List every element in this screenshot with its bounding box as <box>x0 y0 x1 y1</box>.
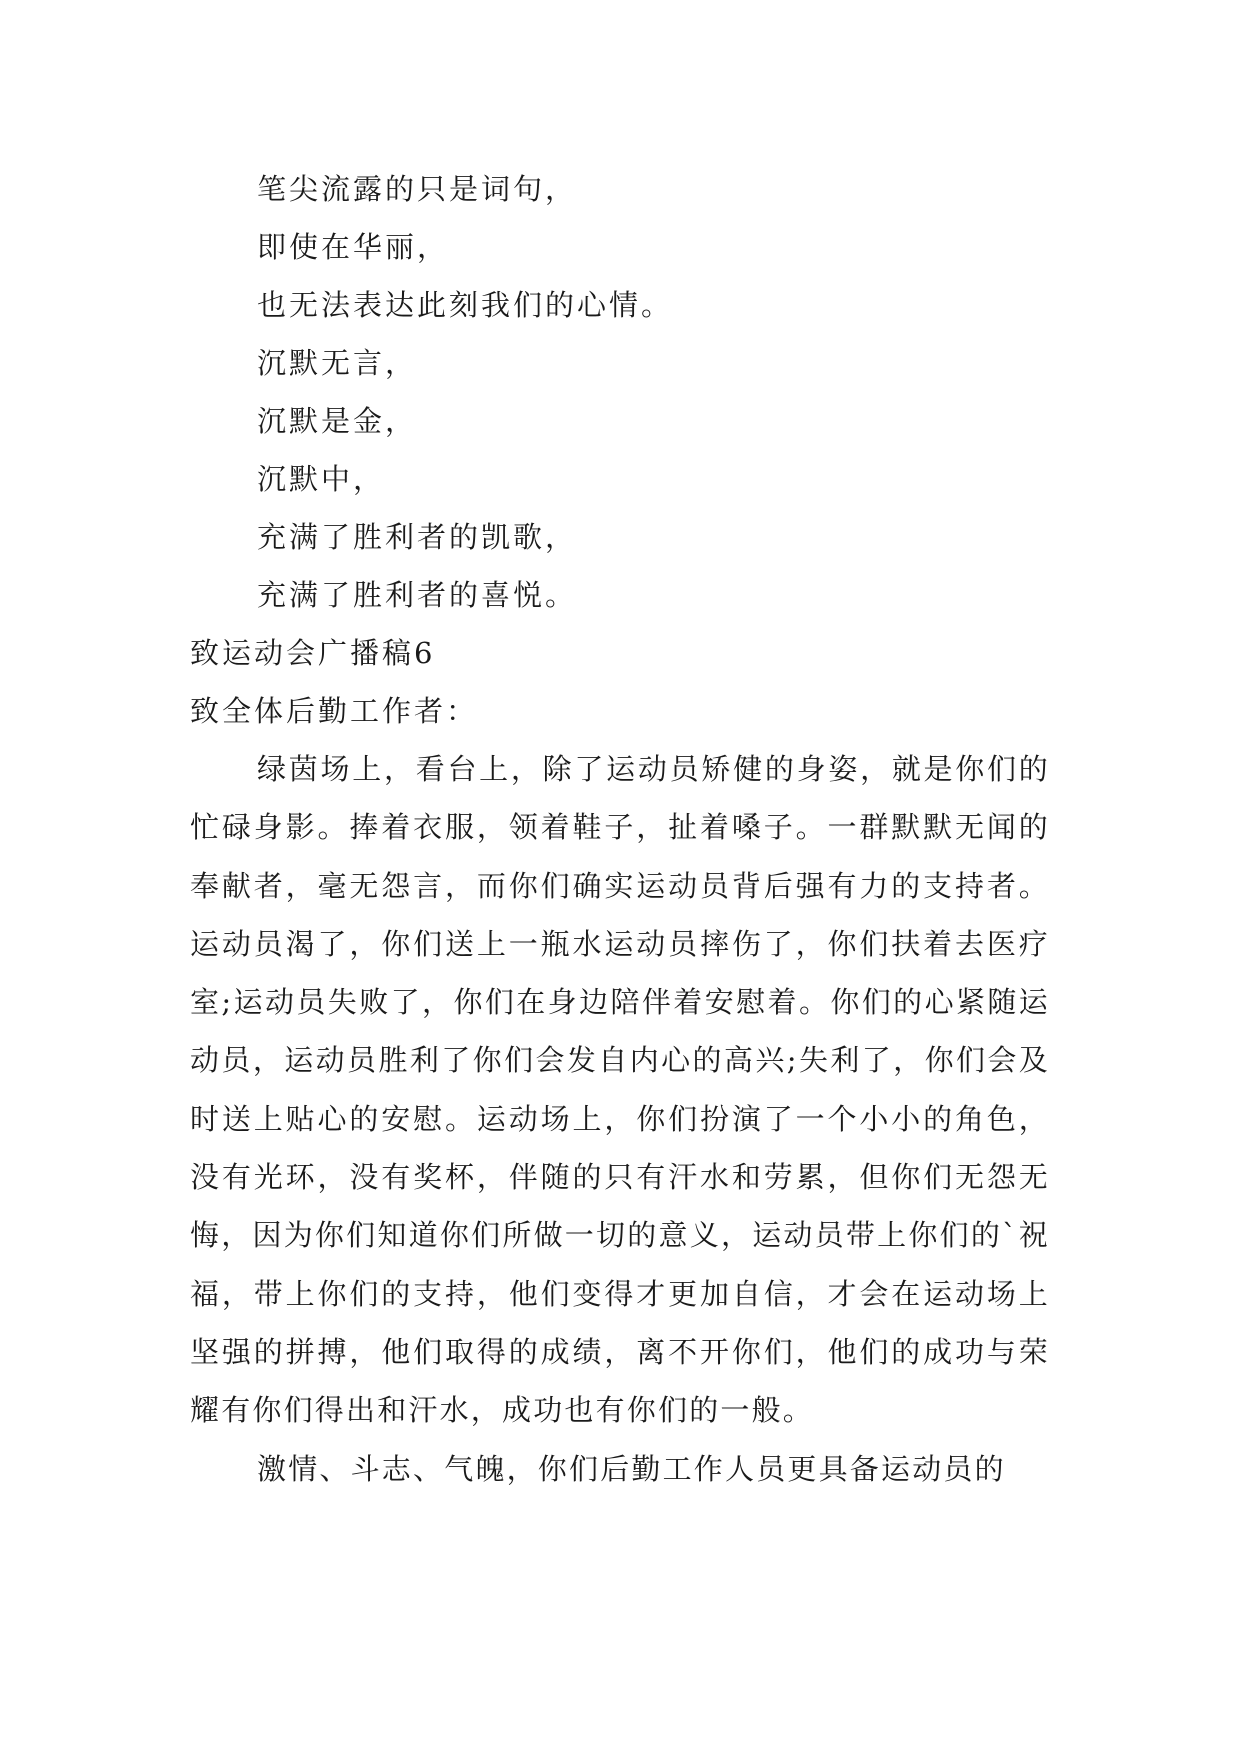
body-paragraph: 绿茵场上，看台上，除了运动员矫健的身姿，就是你们的忙碌身影。捧着衣服，领着鞋子，扯着嗓子。一群默默无闻的奉献者，毫无怨言，而你们确实运动员背后强有力的支持者。运动员渴了，你们送上一瓶水运动员摔伤了，你们扶着去医疗室;运动员失败了，你们在身边陪伴着安慰着。你们的心紧随运动员，运动员胜利了你们会发自内心的高兴;失利了，你们会及时送上贴心的安慰。运动场上，你们扮演了一个小小的角色，没有光环，没有奖杯，伴随的只有汗水和劳累，但你们无怨无悔，因为你们知道你们所做一切的意义，运动员带上你们的`祝福，带上你们的支持，他们变得才更加自信，才会在运动场上坚强的拼搏，他们取得的成绩，离不开你们，他们的成功与荣耀有你们得出和汗水，成功也有你们的一般。 <box>190 752 1050 1428</box>
salutation: 致全体后勤工作者： <box>190 694 479 728</box>
body-paragraph: 激情、斗志、气魄，你们后勤工作人员更具备运动员的 <box>257 1451 1006 1486</box>
poem-line: 也无法表达此刻我们的心情。 <box>257 288 674 322</box>
poem-line: 沉默中， <box>257 462 386 496</box>
poem-line: 沉默是金， <box>257 404 418 438</box>
poem-line: 笔尖流露的只是词句， <box>257 172 578 206</box>
poem-line: 充满了胜利者的喜悦。 <box>257 578 578 612</box>
section-title: 致运动会广播稿6 <box>190 636 436 670</box>
poem-line: 即使在华丽， <box>257 230 450 264</box>
document-body <box>190 160 1050 1498</box>
poem-line: 充满了胜利者的凯歌， <box>257 520 578 554</box>
poem-line: 沉默无言， <box>257 346 418 380</box>
